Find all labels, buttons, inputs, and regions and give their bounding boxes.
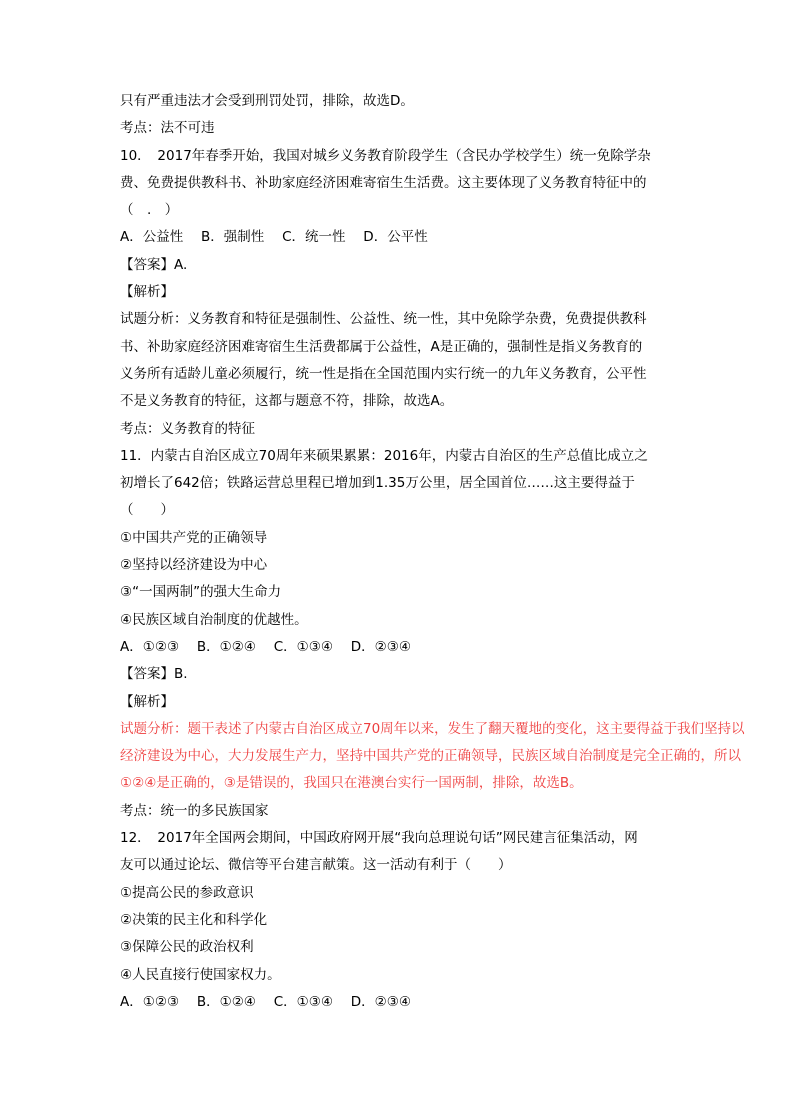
text-line-statement: ③保障公民的政治权利 — [120, 939, 254, 956]
text-line-question: （ . ） — [120, 202, 179, 219]
text-line-analysis-heading: 【解析】 — [120, 693, 174, 710]
document-page — [120, 88, 780, 1016]
text-line-topic: 考点：统一的多民族国家 — [120, 802, 269, 819]
text-line-statement: ③“一国两制”的强大生命力 — [120, 584, 282, 601]
text-line-question: 初增长了642倍；铁路运营总里程已增加到1.35万公里，居全国首位……这主要得益于 — [120, 475, 635, 492]
text-line-question: 10． 2017年春季开始，我国对城乡义务教育阶段学生（含民办学校学生）统一免除学杂 — [120, 147, 651, 164]
text-line-question: 友可以通过论坛、微信等平台建言献策。这一活动有利于（ ） — [120, 857, 512, 874]
text-line-statement: ①中国共产党的正确领导 — [120, 529, 268, 546]
text-line-statement: ①提高公民的参政意识 — [120, 884, 254, 901]
text-line-question: 11．内蒙古自治区成立70周年来硕果累累：2016年，内蒙古自治区的生产总值比成立之 — [120, 447, 648, 464]
text-line-question: 费、免费提供教科书、补助家庭经济困难寄宿生生活费。这主要体现了义务教育特征中的 — [120, 174, 647, 191]
text-line-analysis-red: ①②④是正确的，③是错误的，我国只在港澳台实行一国两制，排除，故选B。 — [120, 775, 583, 792]
text-line-statement: ②决策的民主化和科学化 — [120, 911, 268, 928]
text-line-analysis: 义务所有适龄儿童必须履行，统一性是指在全国范围内实行统一的九年义务教育，公平性 — [120, 365, 647, 382]
text-line-analysis-tail: 只有严重违法才会受到刑罚处罚，排除，故选D。 — [120, 93, 414, 109]
text-line-statement: ④民族区域自治制度的优越性。 — [120, 611, 308, 628]
text-line-analysis-heading: 【解析】 — [120, 284, 174, 301]
text-line-statement: ②坚持以经济建设为中心 — [120, 557, 268, 574]
text-line-question: （ ） — [120, 502, 174, 519]
text-line-options: A．①②③ B．①②④ C．①③④ D．②③④ — [120, 993, 411, 1010]
text-line-analysis-red: 试题分析：题干表述了内蒙古自治区成立70周年以来，发生了翻天覆地的变化，这主要得益于我们坚持以 — [120, 720, 745, 737]
text-line-analysis-red: 经济建设为中心，大力发展生产力，坚持中国共产党的正确领导，民族区域自治制度是完全正确的，所以 — [120, 748, 741, 765]
text-line-statement: ④人民直接行使国家权力。 — [120, 966, 281, 983]
text-line-options: A．公益性 B．强制性 C．统一性 D．公平性 — [120, 229, 428, 246]
text-line-analysis: 试题分析：义务教育和特征是强制性、公益性、统一性，其中免除学杂费，免费提供教科 — [120, 311, 647, 328]
text-line-answer: 【答案】B. — [120, 666, 188, 683]
text-line-answer: 【答案】A. — [120, 256, 188, 273]
text-line-question: 12． 2017年全国两会期间，中国政府网开展“我向总理说句话”网民建言征集活动，网 — [120, 830, 638, 847]
text-line-options: A．①②③ B．①②④ C．①③④ D．②③④ — [120, 638, 411, 655]
text-line-analysis: 书、补助家庭经济困难寄宿生生活费都属于公益性，A是正确的，强制性是指义务教育的 — [120, 338, 643, 355]
text-line-analysis: 不是义务教育的特征，这都与题意不符，排除，故选A。 — [120, 393, 454, 410]
text-line-topic: 考点：法不可违 — [120, 120, 215, 137]
text-line-topic: 考点：义务教育的特征 — [120, 420, 255, 437]
